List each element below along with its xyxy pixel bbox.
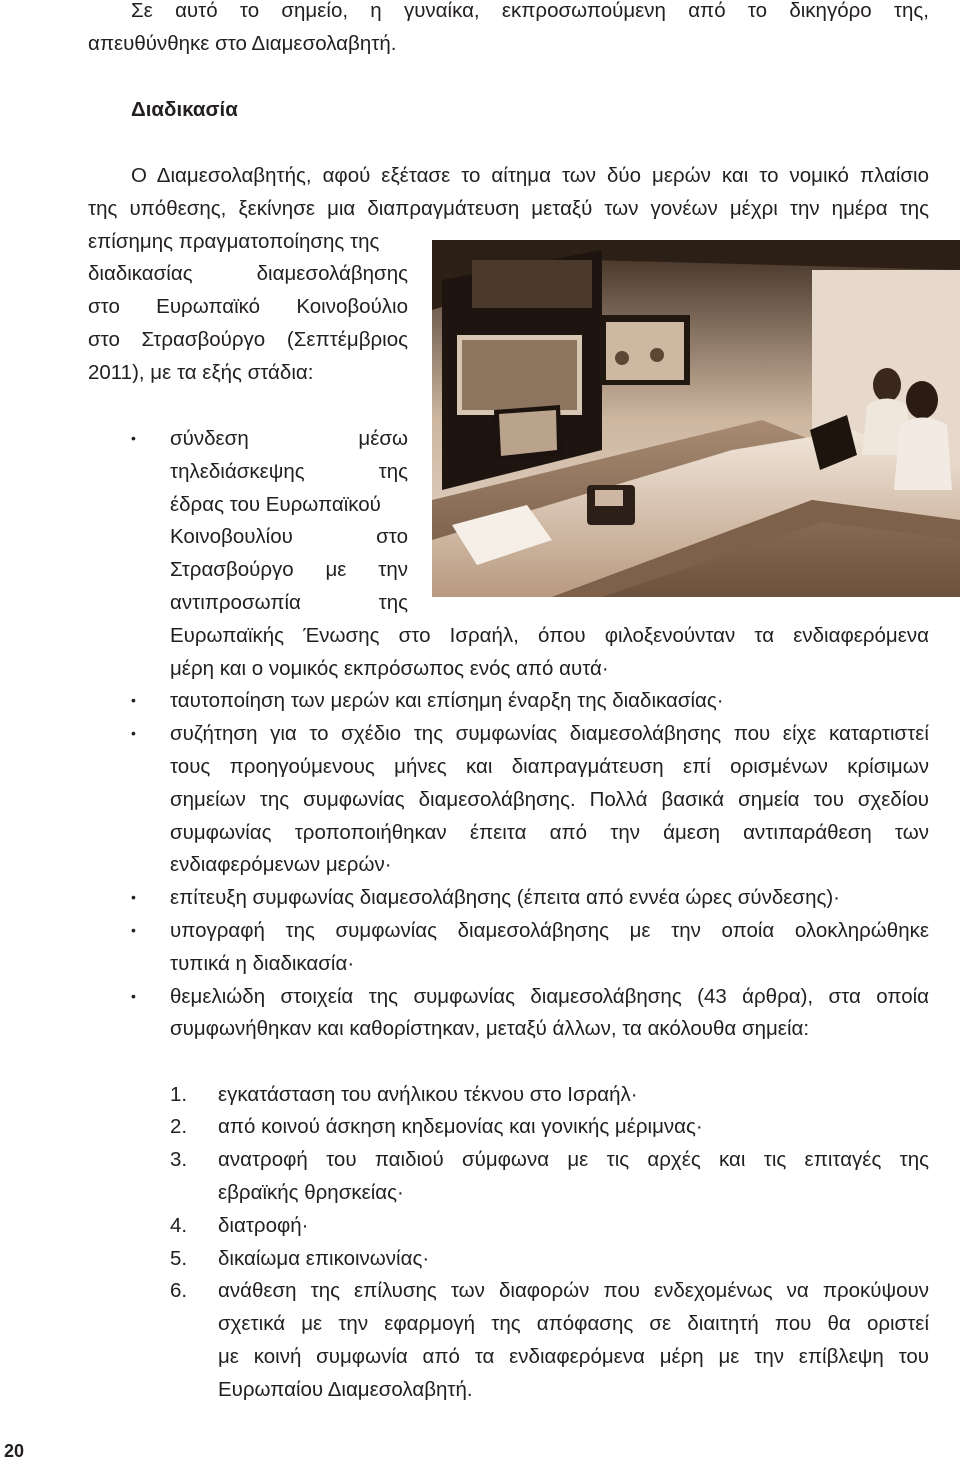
bullet-line: τυπικά η διαδικασία· [170,952,355,975]
numbered-line: με κοινή συμφωνία από τα ενδιαφερόμενα μέρη με την επίβλεψη του [218,1345,929,1368]
numbered-line: Ευρωπαίου Διαμεσολαβητή. [218,1378,473,1401]
numbered-line: ανάθεση της επίλυσης των διαφορών που ενδεχομένως να προκύψουν [218,1279,929,1302]
bullet-line: θεμελιώδη στοιχεία της συμφωνίας διαμεσολάβησης (43 άρθρα), στα οποία [170,985,929,1008]
paragraph-line: στο Στρασβούργο (Σεπτέμβριος [88,328,408,351]
bullet-line: μέρη και ο νομικός εκπρόσωπος ενός από αυτά· [170,657,609,680]
numbered-line: εβραϊκής θρησκείας· [218,1181,404,1204]
bullet-line: τηλεδιάσκεψης της [170,460,408,483]
bullet-line: έδρας του Ευρωπαϊκού [170,493,381,516]
numbered-line: από κοινού άσκηση κηδεμονίας και γονικής μέριμνας· [218,1115,703,1138]
bullet-line: υπογραφή της συμφωνίας διαμεσολάβησης με την οποία ολοκληρώθηκε [170,919,929,942]
intro-line: Σε αυτό το σημείο, η γυναίκα, εκπροσωπούμενη από το δικηγόρο της, [131,0,929,22]
section-heading: Διαδικασία [131,98,238,121]
bullet-line: τους προηγούμενους μήνες και διαπραγμάτευση επί ορισμένων κρίσιμων [170,755,929,778]
numbered-line: ανατροφή του παιδιού σύμφωνα με τις αρχές και τις επιταγές της [218,1148,929,1171]
list-number: 5. [170,1247,188,1270]
bullet-marker: • [131,922,136,938]
list-number: 6. [170,1279,188,1302]
bullet-line: ενδιαφερόμενων μερών· [170,853,392,876]
numbered-line: σχετικά με την εφαρμογή της απόφασης σε διαιτητή που θα οριστεί [218,1312,929,1335]
paragraph-line: 2011), με τα εξής στάδια: [88,361,314,384]
bullet-marker: • [131,430,136,446]
conference-room-photo [432,240,960,597]
bullet-line: Στρασβούργο με την [170,558,408,581]
intro-line: απευθύνθηκε στο Διαμεσολαβητή. [88,32,397,55]
bullet-line: ταυτοποίηση των μερών και επίσημη έναρξη της διαδικασίας· [170,689,724,712]
bullet-line: συμφωνήθηκαν και καθορίστηκαν, μεταξύ άλλων, τα ακόλουθα σημεία: [170,1017,810,1040]
page-number: 20 [4,1441,25,1461]
paragraph-line: της υπόθεσης, ξεκίνησε μια διαπραγμάτευση μεταξύ των γονέων μέχρι την ημέρα της [88,197,929,220]
list-number: 1. [170,1083,188,1106]
list-number: 4. [170,1214,188,1237]
bullet-line: συμφωνίας τροποποιήθηκαν έπειτα από την άμεση αντιπαράθεση των [170,821,929,844]
paragraph-line: επίσημης πραγματοποίησης της [88,230,380,253]
numbered-line: εγκατάσταση του ανήλικου τέκνου στο Ισραήλ· [218,1083,638,1106]
paragraph-line: στο Ευρωπαϊκό Κοινοβούλιο [88,295,408,318]
bullet-line: Κοινοβουλίου στο [170,525,408,548]
paragraph-line: διαδικασίας διαμεσολάβησης [88,262,408,285]
paragraph-line: Ο Διαμεσολαβητής, αφού εξέτασε το αίτημα των δύο μερών και το νομικό πλαίσιο [131,164,929,187]
bullet-marker: • [131,692,136,708]
bullet-marker: • [131,988,136,1004]
bullet-marker: • [131,725,136,741]
numbered-line: διατροφή· [218,1214,309,1237]
numbered-line: δικαίωμα επικοινωνίας· [218,1247,430,1270]
bullet-marker: • [131,889,136,905]
list-number: 3. [170,1148,188,1171]
bullet-line: αντιπροσωπία της [170,591,408,614]
bullet-line: συζήτηση για το σχέδιο της συμφωνίας διαμεσολάβησης που είχε καταρτιστεί [170,722,929,745]
list-number: 2. [170,1115,188,1138]
bullet-line: επίτευξη συμφωνίας διαμεσολάβησης (έπειτα από εννέα ώρες σύνδεσης)· [170,886,841,909]
bullet-line: σύνδεση μέσω [170,427,408,450]
bullet-line: σημείων της συμφωνίας διαμεσολάβησης. Πολλά βασικά σημεία του σχεδίου [170,788,929,811]
bullet-line: Ευρωπαϊκής Ένωσης στο Ισραήλ, όπου φιλοξενούνταν τα ενδιαφερόμενα [170,624,929,647]
